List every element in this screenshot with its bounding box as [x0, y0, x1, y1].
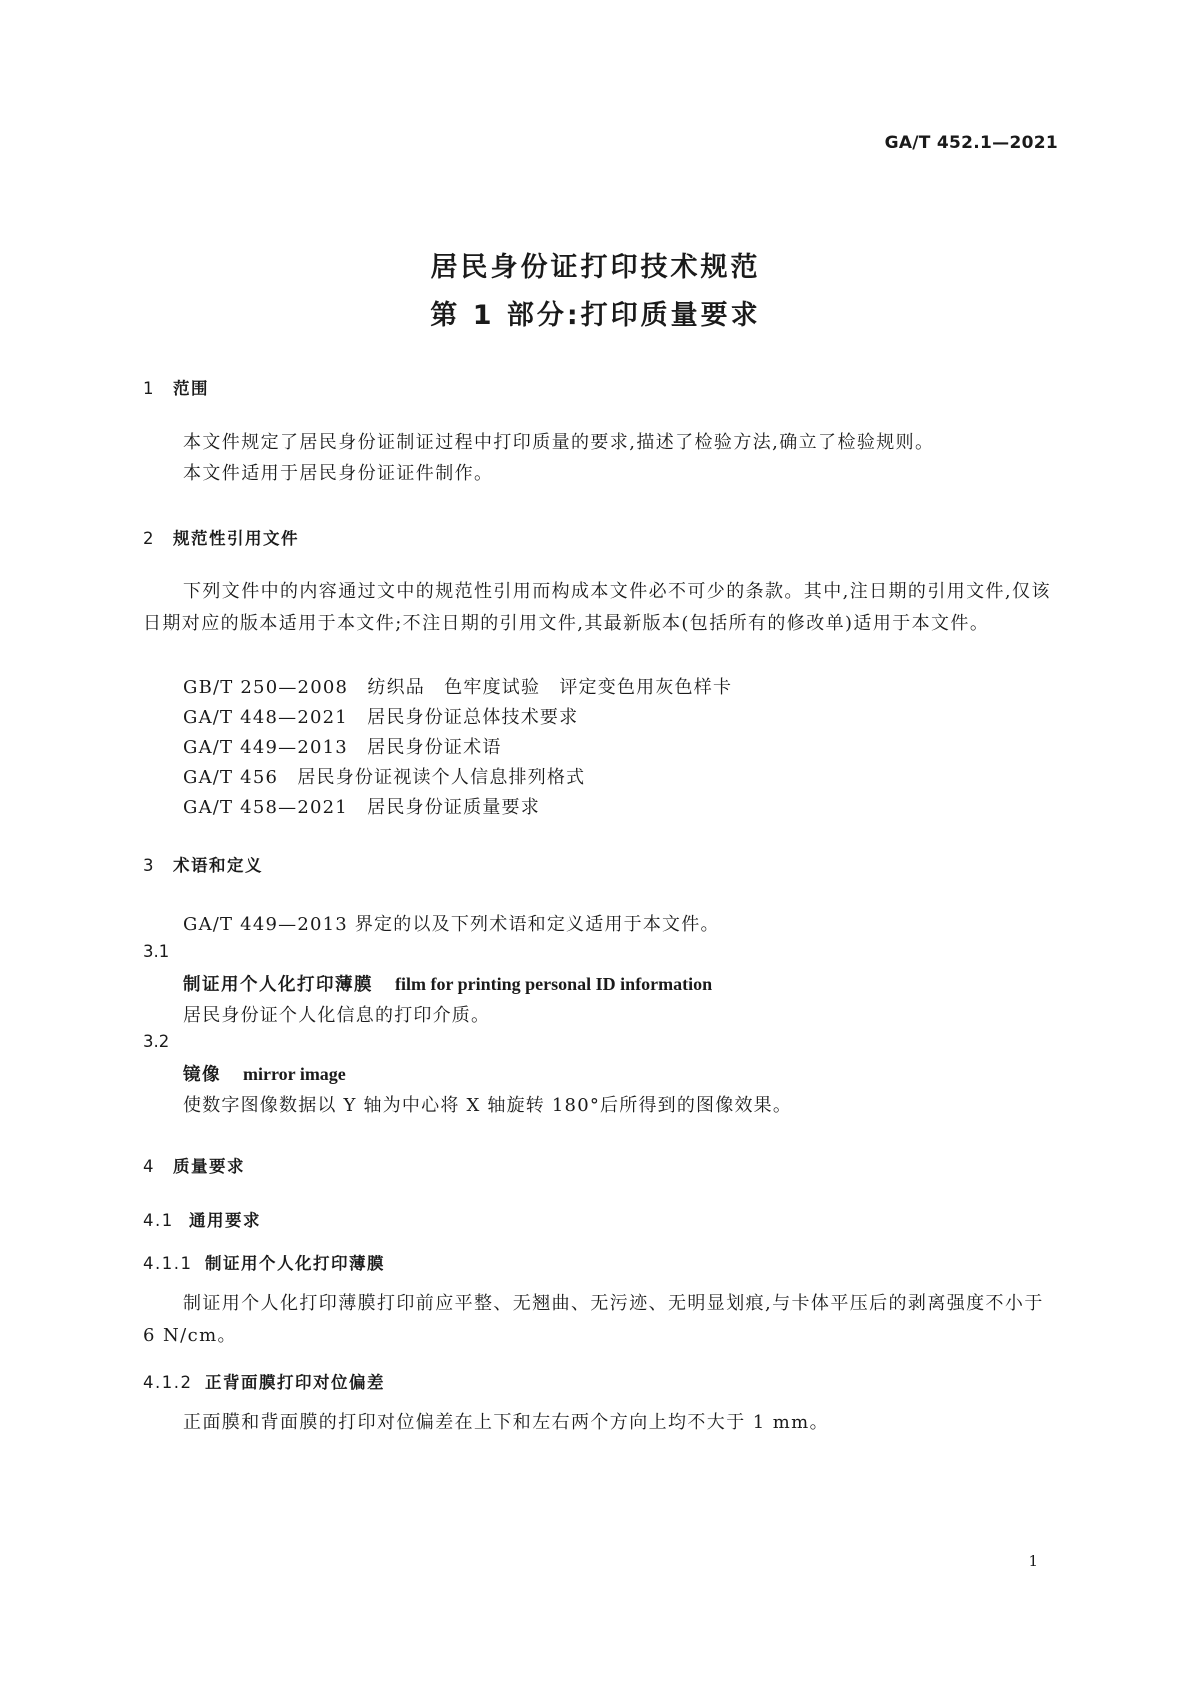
document-subtitle: 第 1 部分:打印质量要求 — [430, 300, 761, 331]
term-number: 3.2 — [143, 1032, 170, 1051]
term-definition: 居民身份证个人化信息的打印介质。 — [183, 1005, 491, 1026]
section-title: 通用要求 — [189, 1211, 261, 1230]
reference-item: GA/T 458—2021 居民身份证质量要求 — [183, 797, 540, 818]
term-heading — [183, 1061, 346, 1086]
scope-paragraph-2: 本文件适用于居民身份证证件制作。 — [183, 463, 494, 484]
section-number: 4.1.1 — [143, 1254, 193, 1273]
term-chinese: 制证用个人化打印薄膜 — [183, 975, 373, 995]
document-standard-number: GA/T 452.1—2021 — [884, 133, 1058, 153]
film-requirement-paragraph: 制证用个人化打印薄膜打印前应平整、无翘曲、无污迹、无明显划痕,与卡体平压后的剥离强度不小于 6 N/cm。 — [143, 1293, 1044, 1346]
section-title: 规范性引用文件 — [173, 529, 299, 548]
term-chinese: 镜像 — [183, 1065, 221, 1085]
section-4-heading — [143, 1153, 245, 1177]
section-title: 范围 — [173, 379, 209, 398]
section-number: 4.1.2 — [143, 1373, 193, 1392]
subsection-4-1-heading — [143, 1207, 261, 1231]
section-title: 质量要求 — [173, 1157, 245, 1176]
document-title: 居民身份证打印技术规范 — [430, 252, 761, 283]
section-3-heading — [143, 852, 263, 876]
term-english: film for printing personal ID information — [395, 974, 713, 994]
normative-references-intro: 下列文件中的内容通过文中的规范性引用而构成本文件必不可少的条款。其中,注日期的引用文件,仅该日期对应的版本适用于本文件;不注日期的引用文件,其最新版本(包括所有的修改单)适用于本文件。 — [143, 581, 1051, 634]
section-title: 制证用个人化打印薄膜 — [205, 1254, 385, 1273]
section-number: 1 — [143, 379, 155, 398]
section-2-heading — [143, 525, 299, 549]
reference-item: GA/T 448—2021 居民身份证总体技术要求 — [183, 707, 579, 728]
section-number: 3 — [143, 856, 155, 875]
subsection-4-1-2-heading — [143, 1369, 385, 1393]
term-english: mirror image — [243, 1064, 346, 1084]
section-number: 4 — [143, 1157, 155, 1176]
term-heading — [183, 971, 712, 996]
reference-item: GA/T 449—2013 居民身份证术语 — [183, 737, 502, 758]
alignment-deviation-paragraph: 正面膜和背面膜的打印对位偏差在上下和左右两个方向上均不大于 1 mm。 — [183, 1412, 830, 1433]
section-1-heading — [143, 375, 209, 399]
section-number: 2 — [143, 529, 155, 548]
page-number: 1 — [1028, 1552, 1038, 1570]
reference-item: GB/T 250—2008 纺织品 色牢度试验 评定变色用灰色样卡 — [183, 677, 733, 698]
term-number: 3.1 — [143, 942, 170, 961]
section-title: 术语和定义 — [173, 856, 263, 875]
subsection-4-1-1-heading — [143, 1250, 385, 1274]
section-title: 正背面膜打印对位偏差 — [205, 1373, 385, 1392]
terms-intro: GA/T 449—2013 界定的以及下列术语和定义适用于本文件。 — [183, 914, 720, 935]
reference-item: GA/T 456 居民身份证视读个人信息排列格式 — [183, 767, 586, 788]
scope-paragraph-1: 本文件规定了居民身份证制证过程中打印质量的要求,描述了检验方法,确立了检验规则。 — [183, 432, 935, 453]
term-definition: 使数字图像数据以 Y 轴为中心将 X 轴旋转 180°后所得到的图像效果。 — [183, 1095, 793, 1116]
section-number: 4.1 — [143, 1211, 174, 1230]
